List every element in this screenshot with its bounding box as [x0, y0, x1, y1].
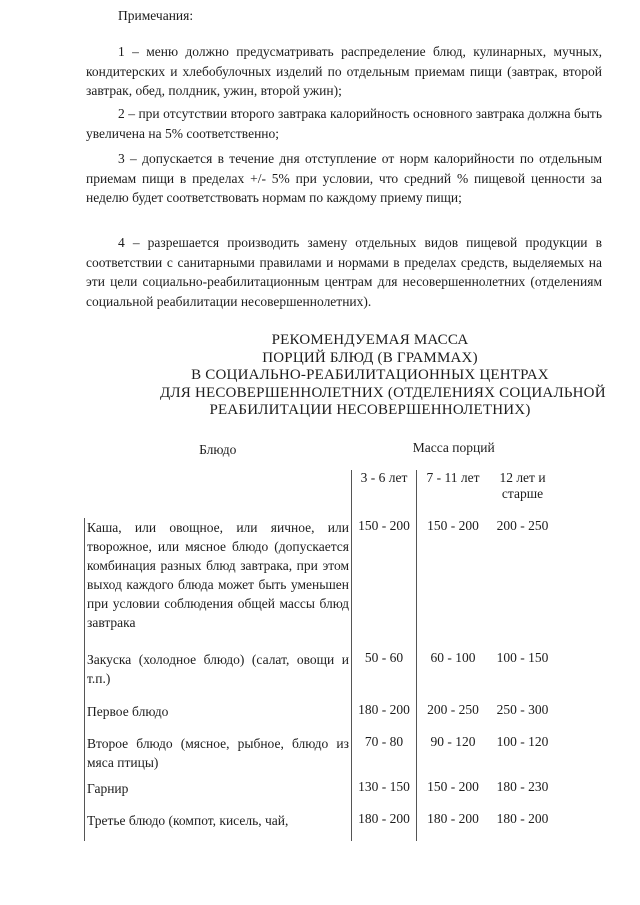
age-header: 3 - 6 лет [352, 470, 417, 518]
note-3: 3 – допускается в течение дня отступление от норм калорийности по отдельным приемам пищи в пределах +/- 5% при условии, что средний % пищевой ценности за неделю будет соответствовать нормам по каждому приему пищи; [86, 151, 602, 205]
note-2: 2 – при отсутствии второго завтрака калорийность основного завтрака должна быть увеличена на 5% соответственно; [86, 106, 602, 141]
table-row [85, 734, 557, 779]
mass-cell: 180 - 230 [496, 779, 549, 794]
mass-cell: 150 - 200 [417, 518, 490, 650]
dish-cell: Закуска (холодное блюдо) (салат, овощи и т.п.) [85, 650, 352, 702]
mass-cell: 100 - 120 [496, 734, 549, 749]
table-row [85, 650, 557, 702]
age-header: 7 - 11 лет [417, 470, 490, 518]
mass-cell: 200 - 250 [417, 702, 490, 734]
heading-line: РЕКОМЕНДУЕМАЯ МАССА [271, 332, 469, 348]
notes-title: Примечания: [118, 8, 194, 23]
note-4: 4 – разрешается производить замену отдельных видов пищевой продукции в соответствии с санитарными правилами и нормами в пределах средств, выделяемых на эти цели социально-реабилитационным центрам для несовершеннолетних (отделениям социальной реабилитации несовершеннолетних). [86, 235, 602, 309]
mass-cell: 50 - 60 [352, 650, 417, 702]
heading-line: ПОРЦИЙ БЛЮД (В ГРАММАХ) [262, 349, 478, 366]
mass-cell: 60 - 100 [417, 650, 490, 702]
mass-cell: 180 - 200 [352, 811, 417, 841]
note-1: 1 – меню должно предусматривать распределение блюд, кулинарных, мучных, кондитерских и хлебобулочных изделий по отдельным приемам пищи (завтрак, второй завтрак, обед, полдник, ужин, второй ужин); [86, 44, 602, 98]
mass-column-header: Масса порций [412, 440, 495, 455]
mass-cell: 150 - 200 [352, 518, 417, 650]
mass-cell: 70 - 80 [352, 734, 417, 779]
heading-line: В СОЦИАЛЬНО-РЕАБИЛИТАЦИОННЫХ ЦЕНТРАХ [191, 367, 549, 383]
dish-cell: Каша, или овощное, или яичное, или творожное, или мясное блюдо (допускается комбинация разных блюд завтрака, при этом выход каждого блюда может быть уменьшен при условии соблюдения общей массы блюд завтрака [85, 518, 352, 650]
age-header: 12 лет и старше [499, 470, 546, 501]
dish-cell: Первое блюдо [85, 702, 352, 734]
mass-cell: 200 - 250 [496, 518, 549, 533]
table-header-row [85, 440, 557, 470]
dish-cell: Гарнир [85, 779, 352, 811]
table-heading [160, 332, 606, 420]
table-row [85, 702, 557, 734]
dish-cell: Второе блюдо (мясное, рыбное, блюдо из мяса птицы) [85, 734, 352, 779]
mass-cell: 250 - 300 [496, 702, 549, 717]
table-row [85, 518, 557, 650]
mass-cell: 180 - 200 [417, 811, 490, 841]
table-row [85, 779, 557, 811]
heading-line: ДЛЯ НЕСОВЕРШЕННОЛЕТНИХ (ОТДЕЛЕНИЯХ СОЦИАЛЬНОЙ [160, 384, 606, 401]
mass-cell: 100 - 150 [496, 650, 549, 665]
mass-cell: 180 - 200 [496, 811, 549, 826]
dish-cell: Третье блюдо (компот, кисель, чай, [85, 811, 352, 841]
portion-mass-table [84, 440, 556, 841]
table-row [85, 811, 557, 841]
mass-cell: 180 - 200 [352, 702, 417, 734]
mass-cell: 90 - 120 [417, 734, 490, 779]
mass-cell: 130 - 150 [352, 779, 417, 811]
heading-line: РЕАБИЛИТАЦИИ НЕСОВЕРШЕННОЛЕТНИХ) [209, 402, 531, 418]
mass-cell: 150 - 200 [417, 779, 490, 811]
dish-column-header: Блюдо [199, 442, 237, 457]
